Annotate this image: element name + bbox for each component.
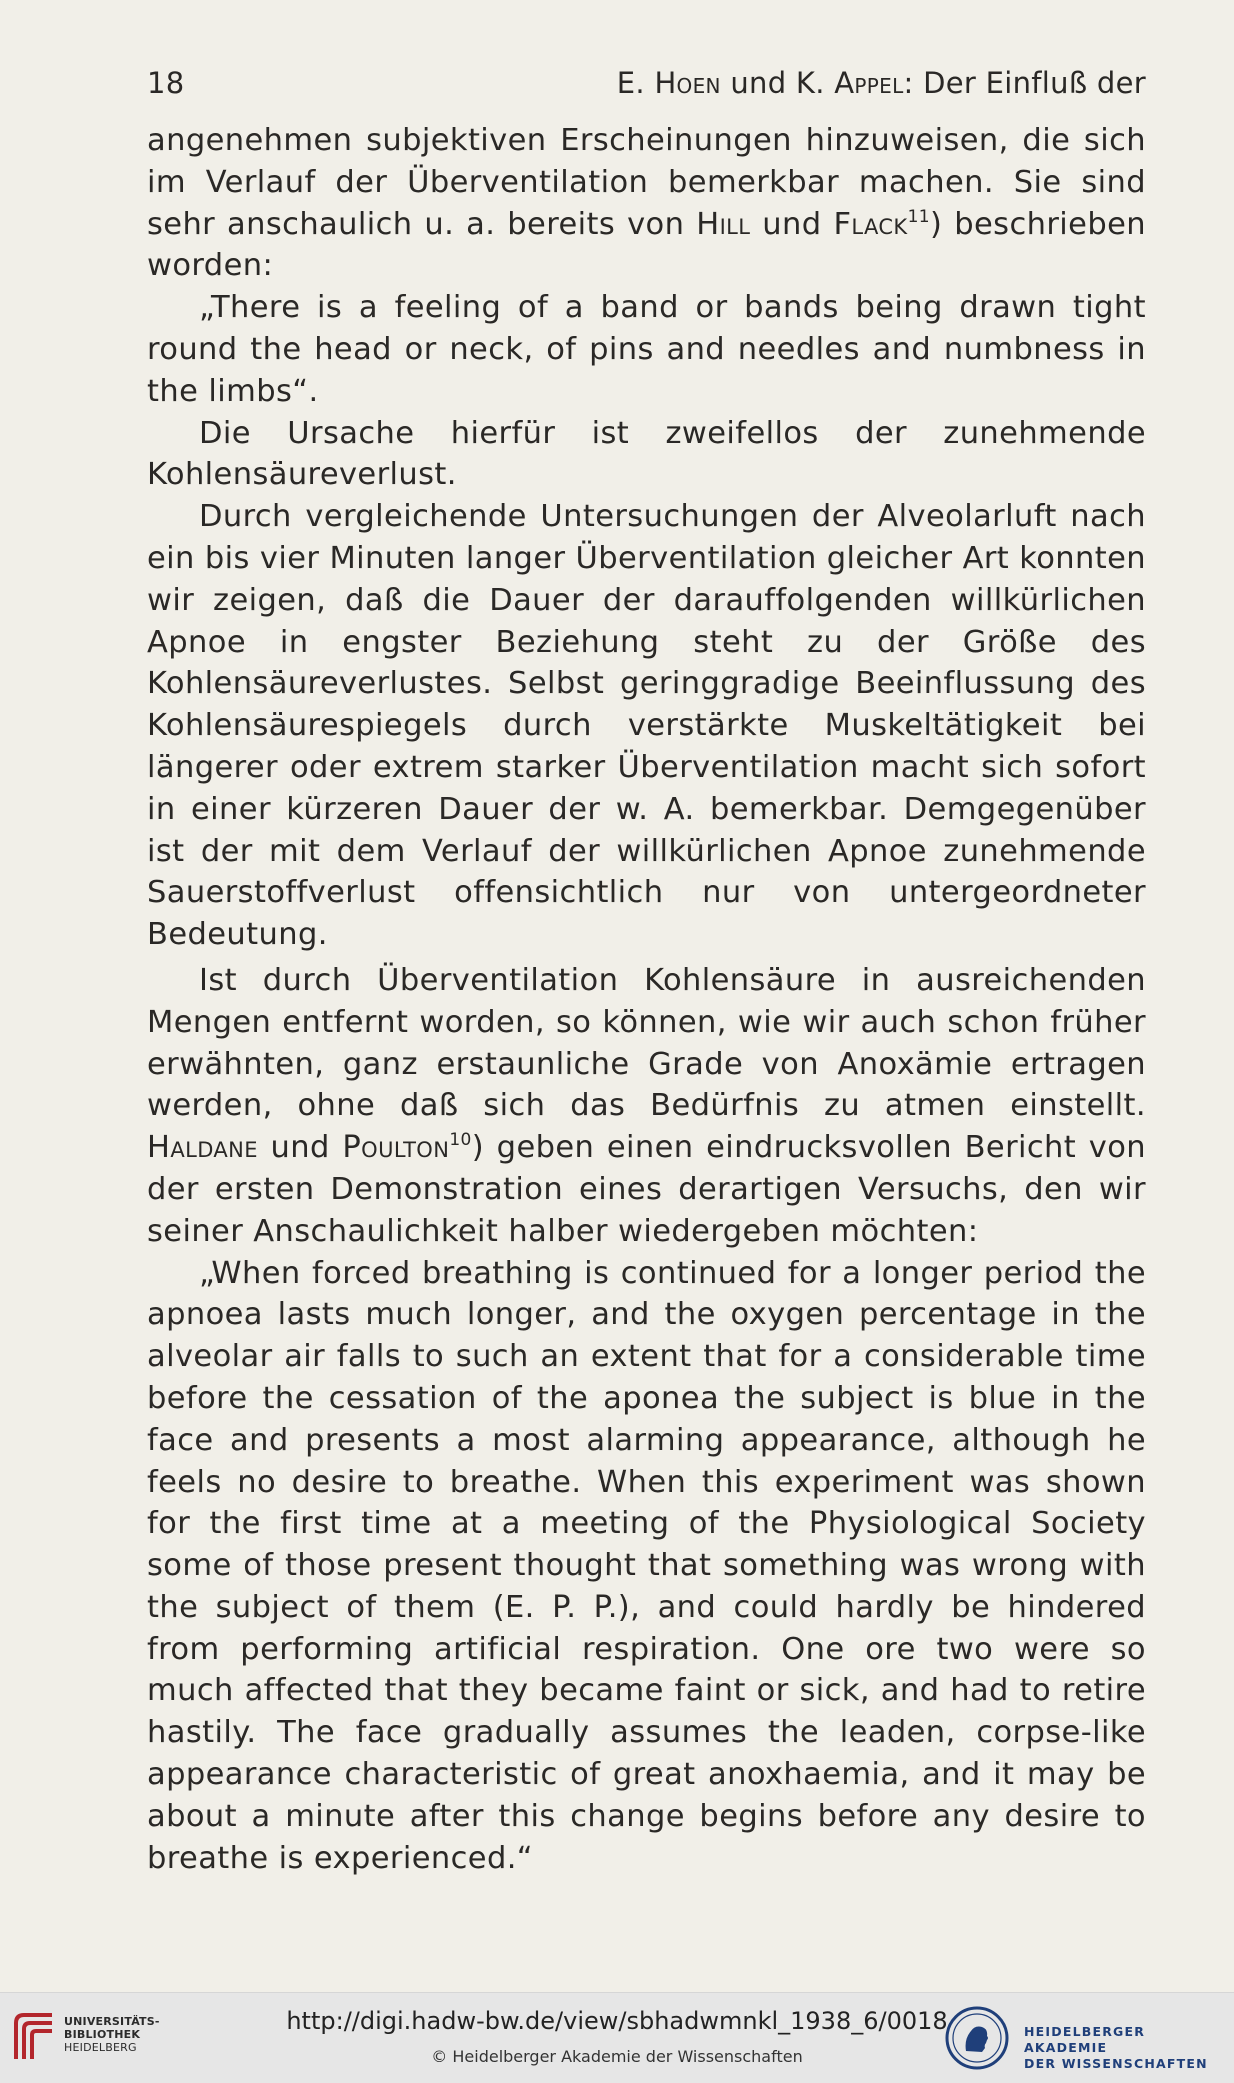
quotation: „There is a feeling of a band or bands being drawn tight round the head or neck, of pins and needles and numbness in the limbs“.	[147, 290, 1146, 409]
academy-seal-icon	[944, 2005, 1010, 2071]
library-name: UNIVERSITÄTS- BIBLIOTHEK HEIDELBERG	[64, 2015, 160, 2054]
running-title: E. Hoen und K. Appel: Der Einfluß der	[616, 66, 1146, 100]
viewer-footer	[0, 1992, 1234, 2083]
author-name: Hoen	[654, 66, 721, 100]
reference-number: 10	[449, 1130, 472, 1151]
cited-author: Flack	[833, 206, 908, 242]
running-head	[147, 66, 1146, 106]
copyright-notice: © Heidelberger Akademie der Wissenschaften	[431, 2047, 803, 2066]
paragraph: Durch vergleichende Untersuchungen der Alveolarluft nach ein bis vier Minuten langer Überventilation gleicher Art konnten wir zeigen, daß die Dauer der darauffolgenden willkürlichen Apnoe in engster Beziehung steht zu der Größe des Kohlensäureverlustes. Selbst geringgradige Beeinflussung des Kohlensäurespiegels durch verstärkte Muskeltätigkeit bei längerer oder extrem starker Überventilation macht sich sofort in einer kürzeren Dauer der w. A. bemerkbar. Demgegenüber ist der mit dem Verlauf der willkürlichen Apnoe zunehmende Sauerstoffverlust offensichtlich nur von untergeordneter Bedeutung.	[147, 499, 1146, 953]
author-name: Appel	[834, 66, 904, 100]
cited-author: Haldane	[147, 1130, 258, 1166]
page-number: 18	[147, 66, 185, 100]
paragraph: angenehmen subjektiven Erscheinungen hinzuweisen, die sich im Verlauf der Überventilation bemerkbar machen. Sie sind sehr anschaulich u. a. bereits von Hill und Flack$^{11}$) beschrieben worden:	[147, 123, 1146, 284]
body-text	[147, 120, 1146, 1879]
paragraph: Die Ursache hierfür ist zweifellos der zunehmende Kohlensäureverlust.	[147, 415, 1146, 493]
cited-author: Hill	[696, 206, 751, 242]
cited-author: Poulton	[342, 1130, 450, 1166]
quotation: „When forced breathing is continued for a longer period the apnoea lasts much longer, and the oxygen percentage in the alveolar air falls to such an extent that for a considerable time before the cessation of the aponea the subject is blue in the face and presents a most alarming appearance, although he feels no desire to breathe. When this experiment was shown for the first time at a meeting of the Physiological Society some of those present thought that something was wrong with the subject of them (E. P. P.), and could hardly be hindered from performing artificial respiration. One ore two were so much affected that they became faint or sick, and had to retire hastily. The face gradually assumes the leaden, corpse-like appearance characteristic of great anoxhaemia, and it may be about a minute after this change begins before any desire to breathe is experienced.“	[147, 1255, 1146, 1876]
permalink-url[interactable]: http://digi.hadw-bw.de/view/sbhadwmnkl_1938_6/0018	[286, 2007, 948, 2035]
academy-name: HEIDELBERGER AKADEMIE DER WISSENSCHAFTEN	[1024, 2024, 1208, 2071]
paragraph: Ist durch Überventilation Kohlensäure in ausreichenden Mengen entfernt worden, so können, wie wir auch schon früher erwähnten, ganz erstaunliche Grade von Anoxämie ertragen werden, ohne daß sich das Bedürfnis zu atmen einstellt. Haldane und Poulton$^{10}$) geben einen eindrucksvollen Bericht von der ersten Demonstration eines derartigen Versuchs, den wir seiner Anschaulichkeit halber wiedergeben möchten:	[147, 962, 1146, 1249]
academy-logo[interactable]	[944, 2005, 1214, 2071]
reference-number: 11	[907, 206, 931, 227]
